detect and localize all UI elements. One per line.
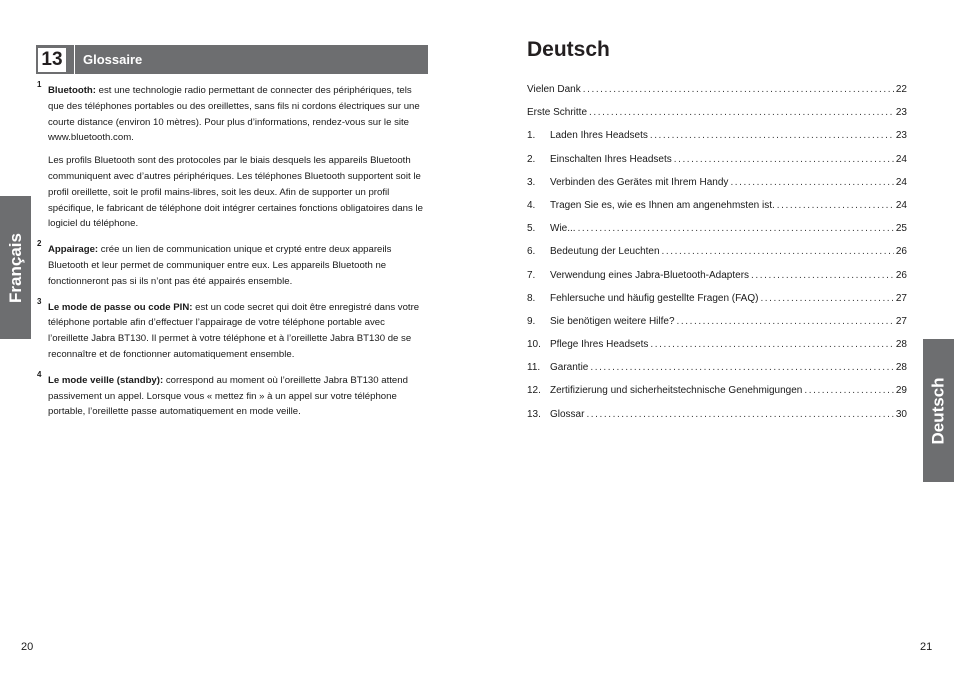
language-tab-label: Deutsch [928, 376, 948, 445]
entry-paragraph [48, 242, 428, 289]
toc-entry-label: Zertifizierung und sicherheitstechnische Genehmigungen [550, 385, 803, 397]
toc-entry[interactable] [527, 362, 907, 385]
toc-entry[interactable] [527, 84, 907, 107]
entry-text: Les profils Bluetooth sont des protocoles par le biais desquels les appareils Bluetooth communiquent avec d’autres périphériques. Les téléphones Bluetooth supportent soit le profil oreillette, soit le profil mains-libres, soit les deux. Afin de supporter un profil spécifique, le fabricant de téléphone doit intégrer certaines fonctions obligatoires dans le logiciel du téléphone. [48, 155, 423, 230]
toc-entry-page: 24 [895, 153, 907, 165]
toc-entry-label: Verbinden des Gerätes mit Ihrem Handy [550, 176, 729, 188]
toc-leader-dots [760, 293, 893, 304]
toc-entry-label: Glossar [550, 408, 585, 420]
toc-entry-label: Bedeutung der Leuchten [550, 246, 660, 258]
toc-entry-number: 6. [527, 246, 536, 258]
glossary-entry [36, 80, 428, 232]
entry-number: 4 [37, 369, 42, 379]
toc-entry-label: Wie... [550, 223, 576, 235]
toc-entry-page: 25 [895, 223, 907, 235]
toc-entry[interactable] [527, 246, 907, 269]
toc-entry[interactable] [527, 154, 907, 177]
toc-entry-number: 13. [527, 408, 541, 420]
glossary-entry [36, 239, 428, 289]
toc-entry-page: 28 [895, 339, 907, 351]
toc-leader-dots [589, 107, 894, 118]
toc-entry-page: 28 [895, 362, 907, 374]
toc-leader-dots [590, 362, 894, 373]
toc-leader-dots [650, 130, 894, 141]
toc-entry-page: 30 [895, 408, 907, 420]
toc-leader-dots [677, 316, 894, 327]
toc-entry[interactable] [527, 223, 907, 246]
toc-entry[interactable] [527, 177, 907, 200]
toc-entry-page: 26 [895, 269, 907, 281]
page-title: Deutsch [527, 38, 610, 61]
toc-entry-page: 26 [895, 246, 907, 258]
section-title: Glossaire [74, 45, 142, 74]
glossary-entry [36, 369, 428, 420]
entry-text: correspond au moment où l’oreillette Jabra BT130 attend passivement un appel. Lorsque vous « mettez fin » à un appel sur votre téléphone portable, l’oreillette passe automatiquement en mode veille. [48, 374, 408, 418]
glossary-entry [36, 296, 428, 363]
toc-entry-number: 7. [527, 269, 536, 281]
page-number: 20 [21, 641, 34, 653]
toc-entry-number: 1. [527, 130, 536, 142]
toc-entry[interactable] [527, 270, 907, 293]
toc-entry[interactable] [527, 293, 907, 316]
toc-leader-dots [650, 339, 893, 350]
toc-entry-page: 23 [895, 107, 907, 119]
entry-text: crée un lien de communication unique et crypté entre deux appareils Bluetooth et leur permet de communiquer entre eux. Les appareils Bluetooth ne fonctionneront pas si ils n’ont pas été appairés ensemble. [48, 244, 392, 287]
toc-entry-page: 27 [895, 292, 907, 304]
toc-entry-number: 2. [527, 153, 536, 165]
toc-entry-page: 24 [895, 176, 907, 188]
toc-entry-number: 4. [527, 199, 536, 211]
toc-entry[interactable] [527, 200, 907, 223]
entry-term: Le mode de passe ou code PIN: [48, 301, 193, 313]
entry-paragraph [48, 83, 428, 146]
toc-entry-number: 5. [527, 223, 536, 235]
toc-entry-number: 12. [527, 385, 541, 397]
toc-entry-number: 11. [527, 362, 541, 374]
section-number: 13 [38, 48, 66, 72]
toc-entry-page: 27 [895, 315, 907, 327]
toc-entry-label: Vielen Dank [527, 84, 581, 95]
toc-entry[interactable] [527, 409, 907, 432]
language-tab-label: Français [5, 232, 25, 303]
toc-entry[interactable] [527, 385, 907, 408]
toc-entry-label: Sie benötigen weitere Hilfe? [550, 315, 675, 327]
toc-entry-number: 9. [527, 315, 536, 327]
entry-number: 3 [37, 296, 42, 306]
toc-entry-number: 3. [527, 176, 536, 188]
toc-leader-dots [674, 154, 894, 165]
toc-entry-label: Tragen Sie es, wie es Ihnen am angenehmsten ist. [550, 199, 775, 211]
page-number: 21 [920, 641, 933, 653]
entry-paragraph [48, 373, 428, 420]
toc-entry[interactable] [527, 130, 907, 153]
toc-leader-dots [751, 270, 894, 281]
toc-entry-number: 8. [527, 292, 536, 304]
entry-text: est un code secret qui doit être enregistré dans votre téléphone portable afin d’effectuer l’appairage de votre téléphone portable avec l’oreillette Jabra BT130. Il permet à votre téléphone et à l’oreillette Jabra BT130 de se reconnaître et de fonctionner automatiquement ensemble. [48, 301, 420, 360]
entry-paragraph [48, 300, 428, 363]
language-tab-francais[interactable] [0, 196, 31, 339]
toc-entry-page: 23 [895, 130, 907, 142]
toc-leader-dots [578, 223, 894, 234]
entry-paragraph [48, 153, 428, 232]
toc-leader-dots [730, 177, 893, 188]
toc-entry[interactable] [527, 107, 907, 130]
language-tab-deutsch[interactable] [923, 339, 954, 482]
toc-leader-dots [777, 200, 894, 211]
entry-term: Appairage: [48, 244, 99, 256]
entry-term: Le mode veille (standby): [48, 374, 164, 386]
toc-leader-dots [583, 84, 894, 95]
table-of-contents [527, 84, 907, 432]
toc-entry-label: Einschalten Ihres Headsets [550, 153, 672, 165]
toc-entry-label: Erste Schritte [527, 107, 588, 119]
toc-entry-label: Garantie [550, 362, 589, 374]
toc-leader-dots [804, 385, 894, 396]
toc-entry-label: Verwendung eines Jabra-Bluetooth-Adapters [550, 269, 750, 281]
toc-leader-dots [586, 409, 893, 420]
toc-entry-label: Pflege Ihres Headsets [550, 339, 649, 351]
entry-text: est une technologie radio permettant de connecter des périphériques, tels que des téléphones portables ou des oreillettes, sans fils ni cordons électriques sur une courte distance (environ 10 mètres). Pour plus d’informations, rendez-vous sur le site www.bluetooth.com. [48, 85, 420, 144]
toc-entry-page: 24 [895, 199, 907, 211]
right-page [477, 0, 954, 687]
toc-entry-label: Laden Ihres Headsets [550, 130, 648, 142]
toc-leader-dots [662, 246, 894, 257]
toc-entry[interactable] [527, 316, 907, 339]
toc-entry-page: 22 [895, 84, 907, 95]
entry-number: 1 [37, 80, 42, 89]
glossary-entries [36, 80, 428, 430]
entry-term: Bluetooth: [48, 85, 96, 96]
toc-entry[interactable] [527, 339, 907, 362]
toc-entry-number: 10. [527, 339, 541, 351]
section-header [36, 45, 428, 74]
toc-entry-page: 29 [895, 385, 907, 397]
toc-entry-label: Fehlersuche und häufig gestellte Fragen (FAQ) [550, 292, 759, 304]
entry-number: 2 [37, 239, 42, 249]
